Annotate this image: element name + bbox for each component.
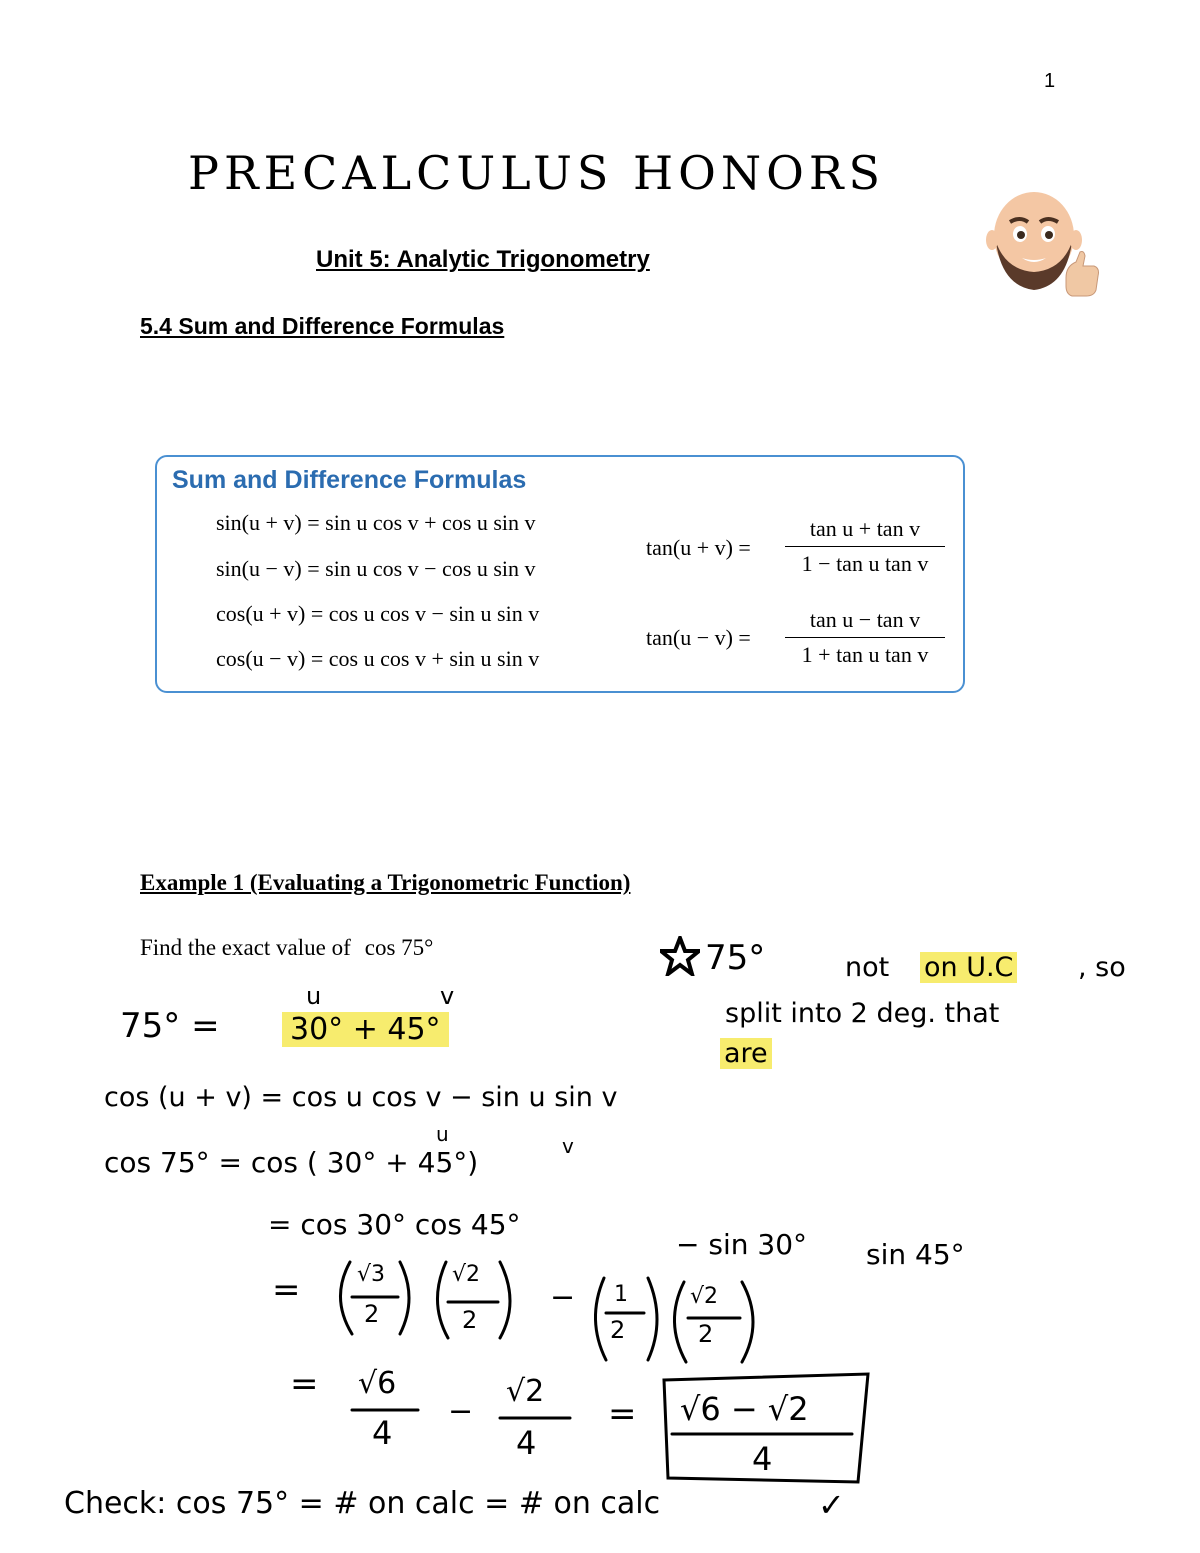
eq-sign-3: = [608, 1394, 637, 1434]
substitution-line: cos 75° = cos ( 30° + 45°) [104, 1146, 479, 1179]
formula-box-title: Sum and Difference Formulas [172, 466, 527, 494]
answer-denominator: 4 [752, 1440, 773, 1478]
course-title: PRECALCULUS HONORS [188, 146, 885, 200]
eq-sign-2: = [290, 1364, 319, 1404]
tan-diff-numerator: tan u − tan v [785, 607, 945, 638]
check-line: Check: cos 75° = # on calc = # on calc [64, 1486, 661, 1521]
note-on-uc-highlight: on U.C [920, 952, 1017, 983]
formula-sin-diff: sin(u − v) = sin u cos v − cos u sin v [216, 556, 536, 581]
note-split: split into 2 deg. that [725, 998, 1000, 1029]
label-u-2: u [436, 1122, 449, 1146]
formula-cos-sum: cos(u + v) = cos u cos v − sin u sin v [216, 601, 540, 626]
formula-cos-diff: cos(u − v) = cos u cos v + sin u sin v [216, 646, 540, 671]
sqrt6-num: √6 [358, 1366, 397, 1401]
frac3-den: 2 [610, 1316, 626, 1344]
minus-sign-2: − [448, 1394, 474, 1429]
tan-sum-numerator: tan u + tan v [785, 516, 945, 547]
tan-sum-denominator: 1 − tan u tan v [801, 551, 929, 576]
note-are-highlight: are [720, 1038, 772, 1069]
frac4-den: 2 [698, 1320, 714, 1348]
example-heading: Example 1 (Evaluating a Trigonometric Function) [140, 870, 631, 895]
sqrt6-den: 4 [372, 1414, 393, 1452]
split-rhs-highlight: 30° + 45° [282, 1012, 449, 1047]
prompt-expression: cos 75° [364, 935, 434, 960]
frac4-num: √2 [690, 1284, 719, 1309]
label-v: v [440, 982, 455, 1010]
expand-line-c: sin 45° [866, 1238, 965, 1271]
check-mark-icon: ✓ [818, 1486, 845, 1524]
formula-tan-sum-lhs: tan(u + v) = [646, 535, 751, 560]
minus-sign-1: − [550, 1280, 576, 1315]
note-75-degrees: 75° [705, 938, 766, 978]
frac1-num: √3 [357, 1262, 386, 1287]
tan-diff-denominator: 1 + tan u tan v [801, 642, 929, 667]
label-v-2: v [562, 1134, 574, 1158]
frac2-den: 2 [462, 1306, 478, 1334]
expand-line-b: − sin 30° [676, 1228, 808, 1261]
unit-title: Unit 5: Analytic Trigonometry [316, 246, 650, 273]
split-lhs: 75° = [120, 1006, 220, 1046]
formula-sin-sum: sin(u + v) = sin u cos v + cos u sin v [216, 510, 536, 535]
sqrt2-den: 4 [516, 1424, 537, 1462]
frac1-den: 2 [364, 1300, 380, 1328]
note-not: not [845, 952, 890, 983]
label-u: u [306, 982, 322, 1010]
eq-sign-1: = [272, 1270, 301, 1310]
frac2-num: √2 [452, 1262, 481, 1287]
frac3-num: 1 [614, 1282, 628, 1307]
section-title: 5.4 Sum and Difference Formulas [140, 313, 505, 339]
note-so: , so [1078, 952, 1126, 983]
answer-numerator: √6 − √2 [680, 1390, 809, 1428]
expand-line-a: = cos 30° cos 45° [268, 1208, 521, 1241]
page-number: 1 [1044, 70, 1056, 92]
sqrt2-num: √2 [506, 1374, 545, 1409]
prompt-text: Find the exact value of [140, 935, 351, 960]
formula-tan-diff-lhs: tan(u − v) = [646, 625, 751, 650]
identity-line: cos (u + v) = cos u cos v − sin u sin v [104, 1082, 618, 1113]
